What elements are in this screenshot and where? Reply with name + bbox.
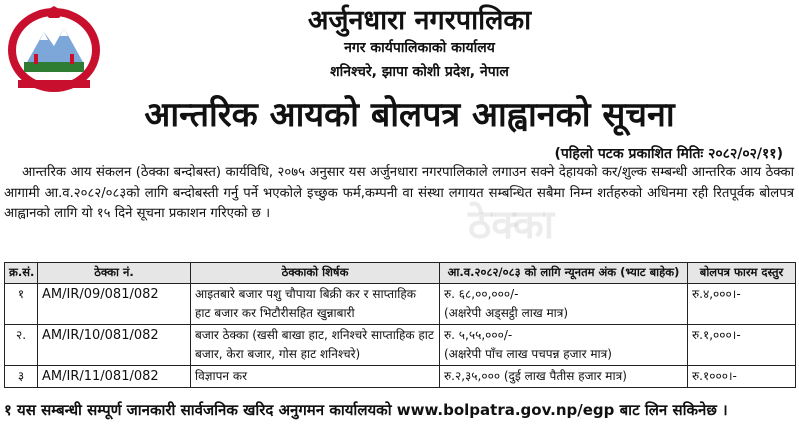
- row-amount: [440, 284, 688, 325]
- table-header-row: [5, 263, 796, 284]
- col-header-fee: बोलपत्र फारम दस्तुर: [688, 263, 796, 284]
- row-fee: रु.१०००।-: [688, 366, 796, 388]
- tender-table: [4, 262, 796, 388]
- row-amount-words: (अक्षरेपी पाँच लाख पचपन्न हजार मात्र): [444, 347, 612, 361]
- row-sn: ३: [5, 366, 38, 388]
- row-amount-words: (अक्षरेपी अड्सट्ठी लाख मात्र): [444, 306, 569, 320]
- row-code: AM/IR/09/081/082: [38, 284, 191, 325]
- row-amount-figure: रु.२,३५,००० (दुई लाख पैतीस हजार मात्र): [444, 369, 627, 383]
- row-title: आइतबारे बजार पशु चौपाया बिक्री कर र साप्ताहिक हाट बजार कर भिटौरीसहित खुन्नाबारी: [191, 284, 440, 325]
- row-fee: रु.१,०००।-: [688, 325, 796, 366]
- table-row: [5, 366, 796, 388]
- row-amount-figure: रु. ५,५५,०००/-: [444, 328, 513, 342]
- footer-note: १ यस सम्बन्धी सम्पूर्ण जानकारी सार्वजनिक खरिद अनुगमन कार्यालयको www.bolpatra.gov.np/egp बाट लिन सकिनेछ ।: [4, 401, 728, 419]
- col-header-amount: आ.व.२०८२/०८३ को लागि न्यूनतम अंक (भ्याट बाहेक): [440, 263, 688, 284]
- notice-title: आन्तरिक आयको बोलपत्र आह्वानको सूचना: [144, 95, 675, 135]
- table-row: [5, 284, 796, 325]
- row-title: बजार ठेक्का (खसी बाखा हाट, शनिश्चरे साप्ताहिक हाट बजार, केरा बजार, गोस हाट शनिश्चरे): [191, 325, 440, 366]
- row-amount: [440, 366, 688, 388]
- row-code: AM/IR/10/081/082: [38, 325, 191, 366]
- table-row: [5, 325, 796, 366]
- row-sn: २.: [5, 325, 38, 366]
- row-amount: [440, 325, 688, 366]
- col-header-title: ठेक्काको शिर्षक: [191, 263, 440, 284]
- publish-date: (पहिलो पटक प्रकाशित मितिः २०८२/०२/११): [554, 146, 783, 162]
- office-address: शनिश्चरे, झापा कोशी प्रदेश, नेपाल: [330, 64, 509, 80]
- watermark: ठेक्का: [468, 202, 555, 248]
- row-sn: १: [5, 284, 38, 325]
- row-code: AM/IR/11/081/082: [38, 366, 191, 388]
- org-name: अर्जुनधारा नगरपालिका: [307, 5, 532, 36]
- office-name: नगर कार्यपालिकाको कार्यालय: [344, 40, 495, 56]
- row-fee: रु.४,०००।-: [688, 284, 796, 325]
- col-header-sn: क्र.सं.: [5, 263, 38, 284]
- row-amount-figure: रु. ६८,००,०००/-: [444, 287, 519, 301]
- notice-body: आन्तरिक आय संकलन (ठेक्का बन्दोबस्त) कार्यविधि, २०७५ अनुसार यस अर्जुनधारा नगरपालिकाले लगाउन सक्ने देहायको कर/शुल्क सम्बन्धी आन्तरिक आय ठेक्का आगामी आ.व.२०८२/०८३को लागि बन्दोबस्ती गर्नु पर्ने भएकोले इच्छुक फर्म,कम्पनी वा संस्था लगायत सम्बन्धित सबैमा निम्न शर्तहरुको अधिनमा रही रितपूर्वक बोलपत्र आह्वानको लागि यो १५ दिने सूचना प्रकाशन गरिएको छ ।: [4, 165, 795, 221]
- row-title: विज्ञापन कर: [191, 366, 440, 388]
- col-header-code: ठेक्का नं.: [38, 263, 191, 284]
